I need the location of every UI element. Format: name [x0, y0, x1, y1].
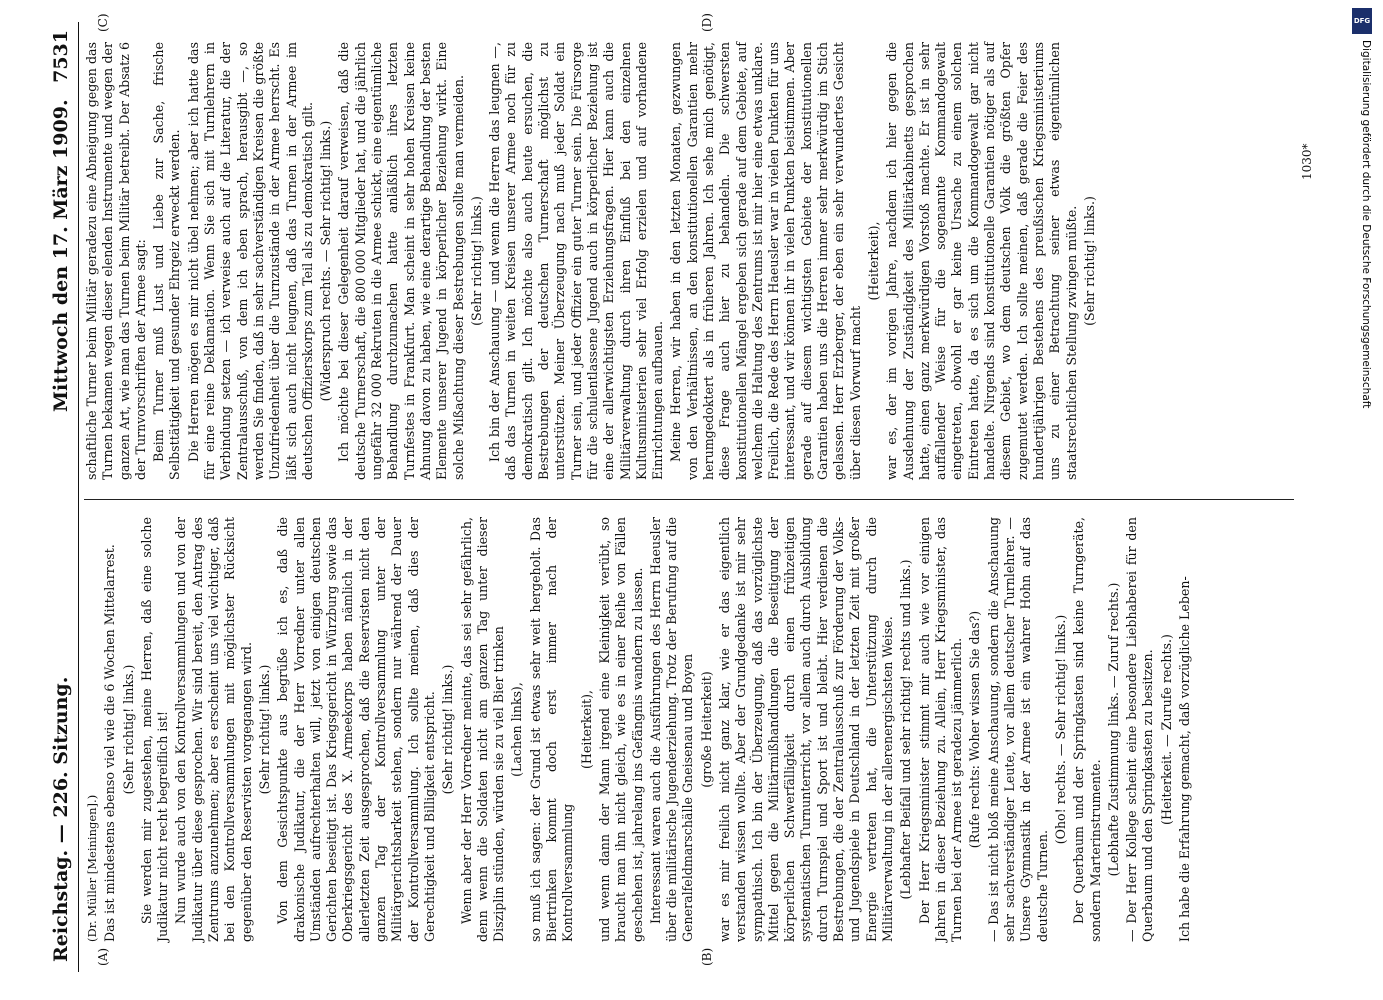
interjection: (Lebhafte Zustimmung links. — Zuruf rechts.) [1105, 582, 1121, 877]
interjection: (Sehr richtig! links.) [1081, 196, 1097, 326]
paragraph: war es, der im vorigen Jahre, nachdem ich hier gegen die Ausdehnung der Zuständigkeit des Militärkabinetts gesprochen hatte, einen ganz merkwürdigen Vorstoß machte. Er ist in sehr auffallender Weise für die sogenannte Kommandogewalt eingetreten, obwohl er gar keine Ursache zu einem solchen Eintreten hatte, da es sich um die Kommandogewalt gar nicht handelte. Nirgends sind konstitutionelle Garantien nötiger als auf diesem Gebiet, wo dem deutschen Volk die größten Opfer zugemutet werden. Ich sollte meinen, daß gerade die Feier des hundertjährigen Bestehens des preußischen Kriegsministeriums uns zu einer Betrachtung seiner etwas eigentümlichen staatsrechtlichen Stellung zwingen müßte. [884, 42, 1079, 480]
speaker-note: (Dr. Müller [Meiningen].) [85, 794, 99, 942]
margin-marker-d: (D) [700, 13, 714, 32]
header-session: Reichstag. — 226. Sitzung. [50, 676, 72, 962]
paragraph: Nun wurde auch von den Kontrollversammlungen und von der Judikatur über diese gesprochen. Wir sind bereit, den Antrag des Zentrums anzunehmen; aber es erscheint uns viel wichtiger, daß bei den Kontrollversammlungen mit möglichster Rücksicht gegenüber den Reservisten vorgegangen wird. [173, 517, 254, 942]
interjection: (Heiterkeit. — Zurufe rechts.) [1158, 634, 1174, 825]
paragraph: — Der Herr Kollege scheint eine besondere Liebhaberei für den Querbaum und den Springkasten zu besitzen. [1124, 517, 1156, 942]
right-text-column [84, 42, 1100, 480]
page-number: 7531 [50, 30, 72, 83]
paragraph: und wenn dann der Mann irgend eine Kleinigkeit verübt, so braucht man ihn nicht gleich, wie es in einer Reihe von Fällen geschehen ist, jahrelang ins Gefängnis wandern zu lassen. [596, 517, 645, 942]
paragraph: Der Querbaum und der Springkasten sind keine Turngeräte, sondern Marterinstrumente. [1071, 517, 1103, 942]
header-date: Mittwoch den 17. März 1909. [50, 99, 72, 412]
paragraph: Wenn aber der Herr Vorredner meinte, das sei sehr gefährlich, denn wenn die Soldaten nicht am ganzen Tag unter dieser Disziplin stünden, würden sie zu viel Bier trinken [458, 517, 507, 942]
paragraph: Ich möchte bei dieser Gelegenheit darauf verweisen, daß die deutsche Turnerschaft, die 800 000 Mitglieder hat, und die jährlich ungefähr 32 000 Rekruten in die Armee schickt, eine eigentümliche Behandlung durchzumachen hatte anläßlich ihres letzten Turnfestes in Frankfurt. Man scheint in sehr hohen Kreisen keine Ahnung davon zu haben, wie eine derartige Behandlung der besten Elemente unserer Jugend in körperlicher Beziehung wirkt. Eine solche Mißachtung dieser Bestrebungen sollte man vermeiden. [336, 42, 466, 480]
paragraph: Die Herren mögen es mir nicht übel nehmen; aber ich hatte das für eine reine Deklamation. Wenn Sie sich mit Turnlehrern in Verbindung setzen — ich verweise auch auf die Literatur, die der Zentralausschuß, von dem ich eben sprach, herausgibt —, so werden Sie finden, daß in sehr sachverständigen Kreisen die größte Unzufriedenheit über die Turnzustände in der Armee herrscht. Es läßt sich auch nicht leugnen, daß das Turnen in der Armee im deutschen Offizierskorps zum Teil als zu demokratisch gilt. [185, 42, 315, 480]
paragraph: Ich habe die Erfahrung gemacht, daß vorzügliche Leben- [1177, 576, 1192, 942]
margin-marker-b: (B) [700, 947, 714, 966]
paragraph: Sie werden mir zugestehen, meine Herren, daß eine solche Judikatur nicht recht begreiflich ist! [138, 517, 171, 942]
paragraph: — Das ist nicht bloß meine Anschauung, sondern die Anschauung sehr sachverständiger Leute, vor allem deutscher Turnlehrer. — Unsere Gymnastik in der Armee ist ein wahrer Hohn auf das deutsche Turnen. [985, 517, 1050, 942]
paragraph: Von dem Gesichtspunkte aus begrüße ich es, daß die drakonische Judikatur, die der Herr Vorredner unter allen Umständen aufrechterhalten will, jetzt von einigen deutschen Gerichten beseitigt ist. Das Kriegsgericht in Würzburg sowie das Oberkriegsgericht des X. Armeekorps haben nämlich in der allerletzten Zeit ausgesprochen, daß die Reservisten nicht den ganzen Tag der Kontrollversammlung unter der Militärgerichtsbarkeit stehen, sondern nur während der Dauer der Kontrollversammlung. Ich sollte meinen, daß dies der Gerechtigkeit und Billigkeit entspricht. [275, 517, 437, 942]
interjection: (Rufe rechts: Woher wissen Sie das?) [967, 610, 983, 849]
left-text-column [84, 517, 1195, 942]
interjection: (Heiterkeit), [578, 690, 594, 769]
interjection: (Sehr richtig! links.) [120, 664, 136, 795]
interjection: (Sehr richtig! links.) [468, 196, 484, 326]
paragraph: war es mir freilich nicht ganz klar, wie er das eigentlich verstanden wissen wollte. Aber der Grundgedanke ist mir sehr sympathisch. Ich bin der Überzeugung, daß das vorzüglichste Mittel gegen die Militärmißhandlungen die Beseitigung der körperlichen Schwerfälligkeit durch einen frühzeitigen systematischen Turnunterricht, vor allem auch durch Ausbildung durch Turnspiel und Sport ist und bleibt. Hier verdienen die Bestrebungen, die der Zentralausschuß zur Förderung der Volks- und Jugendspiele in Deutschland in der letzten Zeit mit großer Energie vertreten hat, die Unterstützung durch die Militärverwaltung in der allerenergischsten Weise. [716, 517, 895, 942]
paragraph: Beim Turner muß Lust und Liebe zur Sache, frische Selbsttätigkeit und gesunder Ehrgeiz erweckt werden. [151, 42, 183, 480]
paragraph: Interessant waren auch die Ausführungen des Herrn Haeusler über die militärische Jugenderziehung. Trotz der Berufung auf die Generalfeldmarschälle Gneisenau und Boyen [647, 517, 696, 942]
paragraph: Der Herr Kriegsminister stimmt mir auch wie vor einigen Jahren in dieser Beziehung zu. Allein, Herr Kriegsminister, das Turnen bei der Armee ist geradezu jämmerlich. [916, 517, 965, 942]
page-header [44, 22, 79, 972]
interjection: (große Heiterkeit) [698, 671, 714, 788]
stamp-text: Digitalisierung gefördert durch die Deutsche Forschungsgemeinschaft [1360, 40, 1372, 409]
paragraph: so muß ich sagen: der Grund ist etwas sehr weit hergeholt. Das Biertrinken kommt doch erst immer nach der Kontrollversammlung [527, 517, 576, 942]
interjection: (Sehr richtig! links.) [256, 664, 272, 795]
interjection: (Lebhafter Beifall und sehr richtig! rechts und links.) [898, 559, 914, 900]
paragraph: Ich bin der Anschauung — und wenn die Herren das leugnen —, daß das Turnen in weiten Kreisen unserer Armee noch für zu demokratisch gilt. Ich möchte also auch heute ersuchen, die Bestrebungen der deutschen Turnerschaft möglichst zu unterstützen. Meiner Überzeugung nach muß jeder Soldat ein Turner sein, und jeder Offizier ein guter Turner sein. Die Fürsorge für die schulentlassene Jugend auch in körperlicher Beziehung ist eine der allerwichtigsten Erziehungsfragen. Hier kann auch die Militärverwaltung durch ihren Einfluß bei den einzelnen Kultusministerien sehr viel Erfolg erzielen und auf vorhandene Einrichtungen aufbauen. [487, 42, 666, 480]
interjection: (Widerspruch rechts. — Sehr richtig! links.) [318, 120, 334, 402]
margin-marker-a: (A) [96, 947, 110, 966]
interjection: (Oho! rechts. — Sehr richtig! links.) [1052, 614, 1068, 845]
dfg-logo: DFG [1352, 8, 1372, 34]
paragraph: Das ist mindestens ebenso viel wie die 6 Wochen Mittelarrest. [102, 544, 118, 942]
digitization-stamp [1352, 8, 1374, 998]
margin-marker-c: (C) [96, 13, 110, 32]
interjection: (Lachen links), [509, 682, 525, 777]
page-reference: 1030* [1300, 143, 1314, 180]
paragraph: Meine Herren, wir haben in den letzten Monaten, gezwungen von den Verhältnissen, an den konstitutionellen Garantien mehr herumgedoktert als in früheren Jahren. Ich sehe mich genötigt, diese Frage auch hier zu behandeln. Die schwersten konstitutionellen Mängel ergeben sich gerade auf dem Gebiete, auf welchem die Haltung des Zentrums ist mir hier eine etwas unklare. Freilich, die Rede des Herrn Haeusler war in vielen Punkten für uns interessant, und wir können ihr in vielen Punkten beistimmen. Aber gerade auf diesem wichtigsten Gebiete der konstitutionellen Garantien haben uns die Herren immer sehr merkwürdig im Stich gelassen. Herr Erzberger, der eben ein sehr verwundertes Gesicht über diesen Vorwurf macht [668, 42, 863, 480]
paragraph: schaftliche Turner beim Militär geradezu eine Abneigung gegen das Turnen bekamen wegen dieser elenden Instrumente und wegen der ganzen Art, wie man das Turnen beim Militär betreibt. Der Absatz 6 der Turnvorschriften der Armee sagt: [84, 42, 148, 480]
interjection: (Sehr richtig! links.) [440, 664, 456, 795]
interjection: (Heiterkeit), [865, 221, 881, 301]
column-divider [84, 499, 1294, 500]
